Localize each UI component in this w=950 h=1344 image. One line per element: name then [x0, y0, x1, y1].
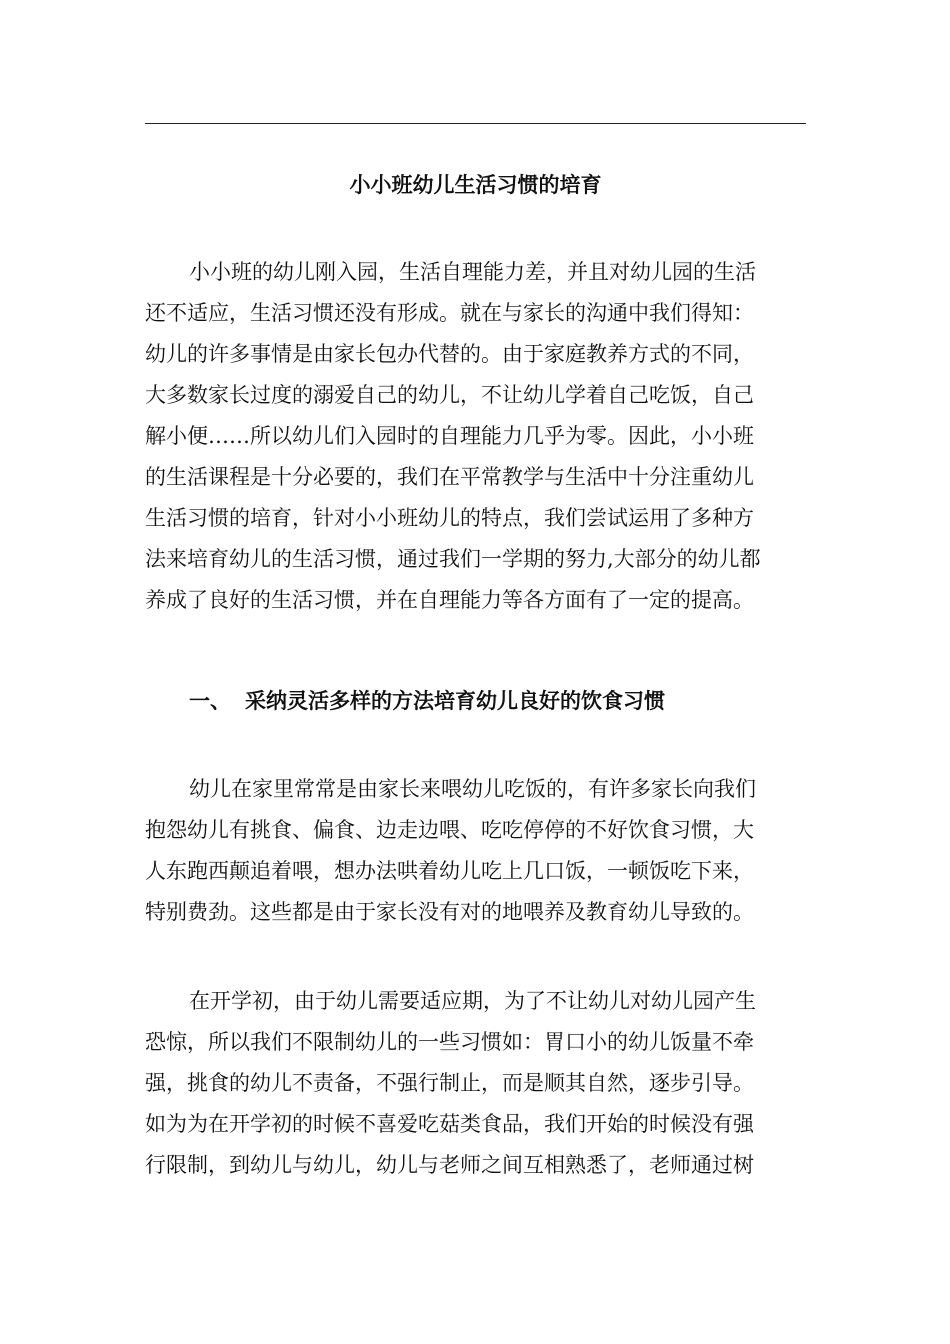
paragraph-line: 幼儿的许多事情是由家长包办代替的。由于家庭教养方式的不同， [145, 342, 754, 366]
paragraph-line: 的生活课程是十分必要的，我们在平常教学与生活中十分注重幼儿 [145, 465, 754, 489]
section-title: 采纳灵活多样的方法培育幼儿良好的饮食习惯 [245, 688, 665, 713]
body-paragraph [145, 981, 806, 1186]
paragraph-line: 幼儿在家里常常是由家长来喂幼儿吃饭的，有许多家长向我们 [189, 777, 756, 801]
header-rule [145, 123, 806, 124]
paragraph-line: 行限制，到幼儿与幼儿，幼儿与老师之间互相熟悉了，老师通过树 [145, 1153, 754, 1177]
document-title: 小小班幼儿生活习惯的培育 [349, 172, 602, 197]
paragraph-line: 解小便……所以幼儿们入园时的自理能力几乎为零。因此，小小班 [145, 424, 754, 448]
paragraph-line: 强，挑食的幼儿不责备，不强行制止，而是顺其自然，逐步引导。 [145, 1071, 754, 1095]
section-number: 一、 [189, 688, 231, 713]
paragraph-line: 人东跑西颠追着喂，想办法哄着幼儿吃上几口饭，一顿饭吃下来， [145, 859, 754, 883]
body-paragraph [145, 769, 806, 933]
paragraph-line: 恐惊，所以我们不限制幼儿的一些习惯如：胃口小的幼儿饭量不牵 [145, 1030, 754, 1054]
paragraph-line: 在开学初，由于幼儿需要适应期，为了不让幼儿对幼儿园产生 [189, 989, 756, 1013]
paragraph-line: 养成了良好的生活习惯，并在自理能力等各方面有了一定的提高。 [145, 588, 754, 612]
section-heading [189, 686, 665, 716]
paragraph-line: 如为为在开学初的时候不喜爱吃菇类食品，我们开始的时候没有强 [145, 1112, 754, 1136]
paragraph-line: 还不适应，生活习惯还没有形成。就在与家长的沟通中我们得知： [145, 301, 754, 325]
paragraph-line: 法来培育幼儿的生活习惯，通过我们一学期的努力,大部分的幼儿都 [145, 547, 761, 571]
paragraph-line: 小小班的幼儿刚入园，生活自理能力差，并且对幼儿园的生活 [189, 260, 756, 284]
paragraph-line: 特别费劲。这些都是由于家长没有对的地喂养及教育幼儿导致的。 [145, 900, 754, 924]
intro-paragraph [145, 252, 806, 621]
paragraph-line: 抱怨幼儿有挑食、偏食、边走边喂、吃吃停停的不好饮食习惯，大 [145, 818, 754, 842]
paragraph-line: 生活习惯的培育，针对小小班幼儿的特点，我们尝试运用了多种方 [145, 506, 754, 530]
paragraph-line: 大多数家长过度的溺爱自己的幼儿，不让幼儿学着自己吃饭，自己 [145, 383, 754, 407]
